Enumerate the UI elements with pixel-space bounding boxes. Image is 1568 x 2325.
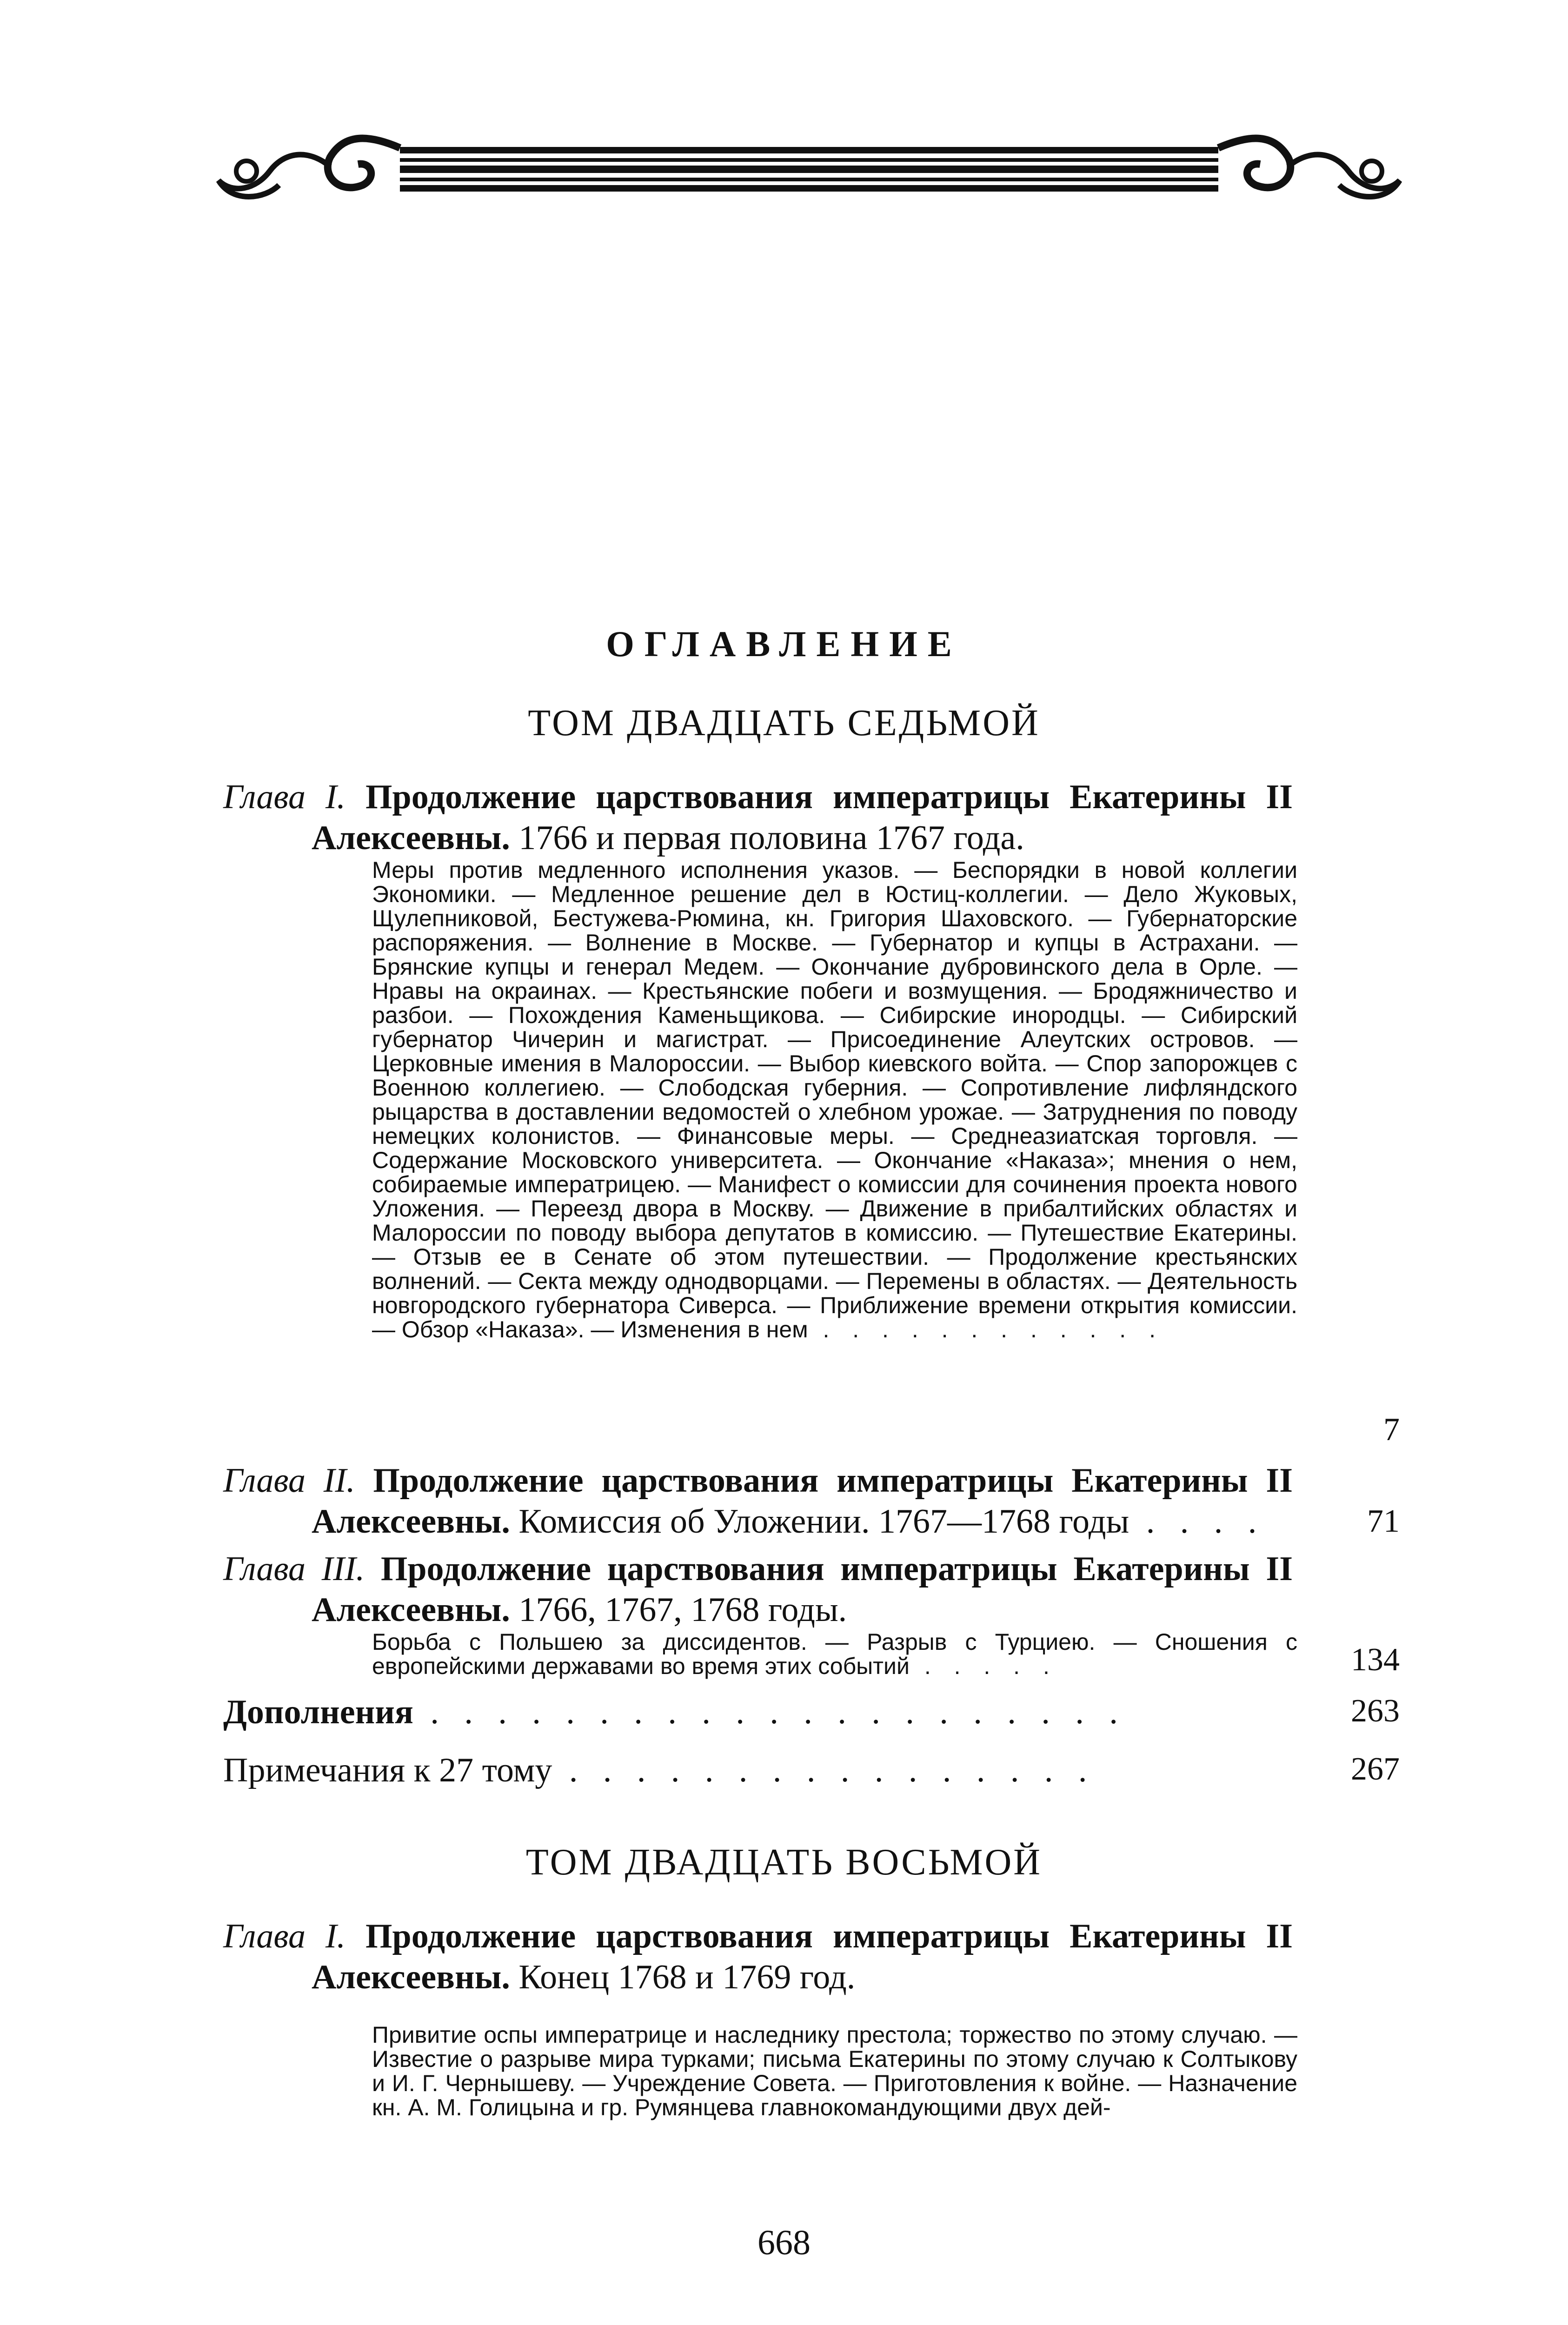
page-number-v27-ch3: 134 [1351, 1642, 1400, 1678]
chapter-label: Глава I. [223, 778, 346, 816]
notes-label: Примечания к 27 тому [223, 1751, 552, 1789]
chapter-period: Комиссия об Уложении. 1767—1768 годы [518, 1502, 1129, 1541]
chapter-period: Конец 1768 и 1769 год. [518, 1958, 856, 1996]
page-folio: 668 [757, 2223, 811, 2262]
toc-entry-v27-ch2[interactable]: Глава II. Продолжение царствования императрицы Екатерины II Алексеевны. Комиссия об Уложении. 1767—1768 годы . . . . [223, 1461, 1293, 1541]
chapter-heading: Продолжение царствования императрицы Екатерины II [373, 1461, 1293, 1500]
chapter-label: Глава II. [223, 1461, 355, 1500]
volume-27-title: ТОМ ДВАДЦАТЬ СЕДЬМОЙ [528, 703, 1040, 744]
chapter-summary-v27-ch3: Борьба с Польшею за диссидентов. — Разрыв с Турциею. — Сношения с европейскими державами во время этих событий . . . . . [372, 1629, 1297, 1679]
page-number-notes: 267 [1351, 1751, 1400, 1787]
additions-label: Дополнения [223, 1693, 413, 1731]
chapter-period: 1766, 1767, 1768 годы. [518, 1591, 847, 1629]
chapter-heading: Продолжение царствования императрицы Екатерины II [365, 778, 1293, 816]
toc-title: ОГЛАВЛЕНИЕ [606, 624, 962, 664]
toc-entry-additions[interactable]: Дополнения . . . . . . . . . . . . . . . . . . . . . [223, 1693, 1126, 1731]
page-number-v27-ch2: 71 [1367, 1503, 1400, 1539]
chapter-summary-v27-ch1: Меры против медленного исполнения указов. — Беспорядки в новой коллегии Экономики. — Медленное решение дел в Юстиц-коллегии. — Дело Жуковых, Щулепниковой, Бестужева-Рюмина, кн. Григория Шаховского. — Губернаторские распоряжения. — Волнение в Москве. — Губернатор и купцы в Астрахани. — Брянские купцы и генерал Медем. — Окончание дубровинского дела в Орле. — Нравы на окраинах. — Крестьянские побеги и возмущения. — Бродяжничество и разбои. — Похождения Каменьщикова. — Сибирские инородцы. — Сибирский губернатор Чичерин и магистрат. — Присоединение Алеутских островов. — Церковные имения в Малороссии. — Выбор киевского войта. — Спор запорожцев с Военною коллегиею. — Слободская губерния. — Сопротивление лифляндского рыцарства в доставлении ведомостей о хлебном урожае. — Затруднения по поводу немецких колонистов. — Финансовые меры. — Среднеазиатская торговля. — Содержание Московского университета. — Окончание «Наказа»; мнения о нем, собираемые императрицею. — Манифест о комиссии для сочинения проекта нового Уложения. — Переезд двора в Москву. — Движение в прибалтийских областях и Малороссии по поводу выбора депутатов в комиссию. — Путешествие Екатерины. — Отзыв ее в Сенате об этом путешествии. — Продолжение крестьянских волнений. — Секта между однодворцами. — Перемены в областях. — Деятельность новгородского губернатора Сиверса. — Приближение времени открытия комиссии. — Обзор «Наказа». — Изменения в нем . . . . . . . . . . . . [372, 857, 1297, 1342]
toc-entry-v27-ch3[interactable] [223, 1548, 1293, 1630]
chapter-period: 1766 и первая половина 1767 года. [518, 819, 1024, 857]
chapter-summary-v28-ch1: Привитие оспы императрице и наследнику престола; торжество по этому случаю. — Известие о разрыве мира турками; письма Екатерины по этому случаю к Солтыкову и И. Г. Чернышеву. — Учреждение Совета. — Приготовления к войне. — Назначение кн. А. М. Голицына и гр. Румянцева главнокомандующими двух дей- [372, 2022, 1297, 2120]
header-ornament [214, 115, 1404, 222]
chapter-heading-cont: Алексеевны. [312, 1958, 510, 1996]
chapter-label: Глава III. [223, 1550, 365, 1588]
page-number-additions: 263 [1351, 1693, 1400, 1729]
chapter-heading-cont: Алексеевны. [312, 1591, 510, 1629]
chapter-heading: Продолжение царствования императрицы Екатерины II [380, 1550, 1293, 1588]
toc-entry-v27-ch1[interactable] [223, 777, 1293, 858]
toc-entry-v28-ch1[interactable] [223, 1916, 1293, 1998]
chapter-label: Глава I. [223, 1917, 346, 1955]
volume-28-title: ТОМ ДВАДЦАТЬ ВОСЬМОЙ [525, 1842, 1043, 1883]
chapter-heading: Продолжение царствования императрицы Екатерины II [365, 1917, 1293, 1955]
page-number-v27-ch1: 7 [1383, 1412, 1400, 1448]
chapter-heading-cont: Алексеевны. [312, 1502, 510, 1541]
toc-entry-notes[interactable]: Примечания к 27 тому . . . . . . . . . . . . . . . . [223, 1751, 1096, 1789]
chapter-heading-cont: Алексеевны. [312, 819, 510, 857]
